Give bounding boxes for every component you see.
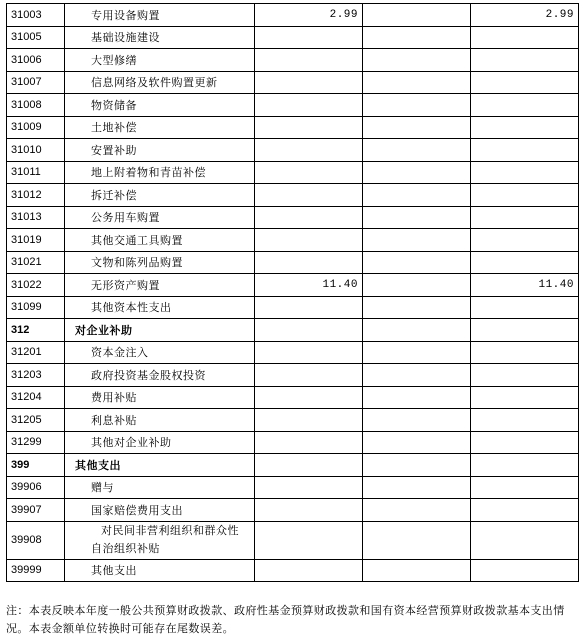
row-value-personnel xyxy=(363,206,471,229)
row-value-public xyxy=(471,206,579,229)
row-value-personnel xyxy=(363,319,471,342)
row-value-total xyxy=(255,251,363,274)
row-value-total xyxy=(255,476,363,499)
row-code: 31009 xyxy=(7,116,65,139)
row-value-public xyxy=(471,49,579,72)
row-value-total xyxy=(255,454,363,477)
row-value-personnel xyxy=(363,409,471,432)
row-value-total xyxy=(255,386,363,409)
row-name: 政府投资基金股权投资 xyxy=(65,364,255,387)
row-name: 资本金注入 xyxy=(65,341,255,364)
row-value-personnel xyxy=(363,296,471,319)
row-value-public: 2.99 xyxy=(471,4,579,27)
row-code: 39999 xyxy=(7,559,65,582)
row-value-public xyxy=(471,26,579,49)
row-value-public xyxy=(471,559,579,582)
row-code: 31299 xyxy=(7,431,65,454)
row-name: 其他对企业补助 xyxy=(65,431,255,454)
table-row xyxy=(7,364,579,387)
table-row xyxy=(7,161,579,184)
row-code: 39906 xyxy=(7,476,65,499)
row-value-total xyxy=(255,116,363,139)
table-row xyxy=(7,139,579,162)
expenditure-table xyxy=(6,3,579,582)
row-value-total xyxy=(255,139,363,162)
table-row xyxy=(7,341,579,364)
row-value-personnel xyxy=(363,431,471,454)
row-value-total xyxy=(255,71,363,94)
row-value-total xyxy=(255,26,363,49)
row-code: 31012 xyxy=(7,184,65,207)
table-row xyxy=(7,409,579,432)
row-value-personnel xyxy=(363,94,471,117)
row-code: 31204 xyxy=(7,386,65,409)
row-name: 拆迁补偿 xyxy=(65,184,255,207)
table-row xyxy=(7,4,579,27)
table-row xyxy=(7,296,579,319)
row-code: 31011 xyxy=(7,161,65,184)
table-row xyxy=(7,499,579,522)
row-value-total xyxy=(255,296,363,319)
row-name: 费用补贴 xyxy=(65,386,255,409)
row-value-public xyxy=(471,409,579,432)
row-value-personnel xyxy=(363,559,471,582)
row-value-public xyxy=(471,184,579,207)
row-value-total: 11.40 xyxy=(255,274,363,297)
table-row xyxy=(7,26,579,49)
row-value-total xyxy=(255,49,363,72)
table-row xyxy=(7,184,579,207)
row-value-public xyxy=(471,71,579,94)
row-code: 31021 xyxy=(7,251,65,274)
row-value-total xyxy=(255,161,363,184)
table-row xyxy=(7,274,579,297)
row-name: 其他交通工具购置 xyxy=(65,229,255,252)
table-row xyxy=(7,94,579,117)
row-value-personnel xyxy=(363,26,471,49)
row-value-public xyxy=(471,476,579,499)
row-value-personnel xyxy=(363,499,471,522)
row-name: 地上附着物和青苗补偿 xyxy=(65,161,255,184)
row-value-personnel xyxy=(363,521,471,559)
row-code: 31010 xyxy=(7,139,65,162)
table-row xyxy=(7,476,579,499)
row-name: 国家赔偿费用支出 xyxy=(65,499,255,522)
row-value-personnel xyxy=(363,71,471,94)
row-code: 312 xyxy=(7,319,65,342)
row-value-public xyxy=(471,161,579,184)
row-name: 其他支出 xyxy=(65,454,255,477)
row-code: 31019 xyxy=(7,229,65,252)
row-value-total xyxy=(255,521,363,559)
row-name: 其他资本性支出 xyxy=(65,296,255,319)
footnote: 注：本表反映本年度一般公共预算财政拨款、政府性基金预算财政拨款和国有资本经营预算财政拨款基本支出情况。本表金额单位转换时可能存在尾数误差。 xyxy=(6,604,565,635)
table-row xyxy=(7,116,579,139)
row-name: 文物和陈列品购置 xyxy=(65,251,255,274)
row-value-total xyxy=(255,559,363,582)
row-value-personnel xyxy=(363,251,471,274)
row-value-public xyxy=(471,499,579,522)
row-value-total xyxy=(255,499,363,522)
row-code: 31203 xyxy=(7,364,65,387)
row-name: 安置补助 xyxy=(65,139,255,162)
table-row xyxy=(7,71,579,94)
row-value-public xyxy=(471,454,579,477)
row-value-total xyxy=(255,431,363,454)
table-row xyxy=(7,431,579,454)
row-value-total xyxy=(255,409,363,432)
table-row xyxy=(7,559,579,582)
row-value-personnel xyxy=(363,184,471,207)
row-value-personnel xyxy=(363,116,471,139)
row-name: 基础设施建设 xyxy=(65,26,255,49)
row-value-personnel xyxy=(363,161,471,184)
row-value-personnel xyxy=(363,229,471,252)
row-name: 其他支出 xyxy=(65,559,255,582)
row-value-total xyxy=(255,341,363,364)
table-row xyxy=(7,521,579,559)
row-code: 31003 xyxy=(7,4,65,27)
row-name: 物资储备 xyxy=(65,94,255,117)
row-name: 无形资产购置 xyxy=(65,274,255,297)
row-value-personnel xyxy=(363,341,471,364)
row-value-public xyxy=(471,229,579,252)
row-name: 赠与 xyxy=(65,476,255,499)
table-body xyxy=(7,4,579,582)
row-value-personnel xyxy=(363,274,471,297)
row-code: 31005 xyxy=(7,26,65,49)
row-code: 39907 xyxy=(7,499,65,522)
row-value-personnel xyxy=(363,139,471,162)
table-group-row xyxy=(7,454,579,477)
row-code: 31099 xyxy=(7,296,65,319)
row-value-public xyxy=(471,116,579,139)
table-row xyxy=(7,206,579,229)
row-value-public xyxy=(471,139,579,162)
row-value-total xyxy=(255,184,363,207)
row-name: 对民间非营利组织和群众性自治组织补贴 xyxy=(65,521,255,559)
row-code: 399 xyxy=(7,454,65,477)
row-code: 31007 xyxy=(7,71,65,94)
row-code: 31006 xyxy=(7,49,65,72)
table-row xyxy=(7,229,579,252)
row-code: 31205 xyxy=(7,409,65,432)
row-value-personnel xyxy=(363,4,471,27)
row-name: 利息补贴 xyxy=(65,409,255,432)
row-value-personnel xyxy=(363,476,471,499)
row-value-total xyxy=(255,229,363,252)
table-row xyxy=(7,49,579,72)
row-value-total: 2.99 xyxy=(255,4,363,27)
row-value-total xyxy=(255,364,363,387)
row-value-public: 11.40 xyxy=(471,274,579,297)
row-value-public xyxy=(471,431,579,454)
row-value-public xyxy=(471,296,579,319)
row-value-total xyxy=(255,94,363,117)
row-value-public xyxy=(471,364,579,387)
row-value-public xyxy=(471,341,579,364)
row-code: 31013 xyxy=(7,206,65,229)
row-value-personnel xyxy=(363,364,471,387)
row-value-personnel xyxy=(363,454,471,477)
row-name: 土地补偿 xyxy=(65,116,255,139)
row-value-personnel xyxy=(363,386,471,409)
row-name: 公务用车购置 xyxy=(65,206,255,229)
row-value-public xyxy=(471,521,579,559)
row-value-public xyxy=(471,386,579,409)
row-name: 对企业补助 xyxy=(65,319,255,342)
row-name: 大型修缮 xyxy=(65,49,255,72)
table-row xyxy=(7,251,579,274)
row-code: 39908 xyxy=(7,521,65,559)
row-name: 专用设备购置 xyxy=(65,4,255,27)
row-value-personnel xyxy=(363,49,471,72)
row-value-public xyxy=(471,251,579,274)
table-row xyxy=(7,386,579,409)
row-code: 31022 xyxy=(7,274,65,297)
row-value-public xyxy=(471,319,579,342)
row-value-total xyxy=(255,319,363,342)
row-code: 31201 xyxy=(7,341,65,364)
row-name: 信息网络及软件购置更新 xyxy=(65,71,255,94)
row-code: 31008 xyxy=(7,94,65,117)
row-value-public xyxy=(471,94,579,117)
table-group-row xyxy=(7,319,579,342)
row-value-total xyxy=(255,206,363,229)
